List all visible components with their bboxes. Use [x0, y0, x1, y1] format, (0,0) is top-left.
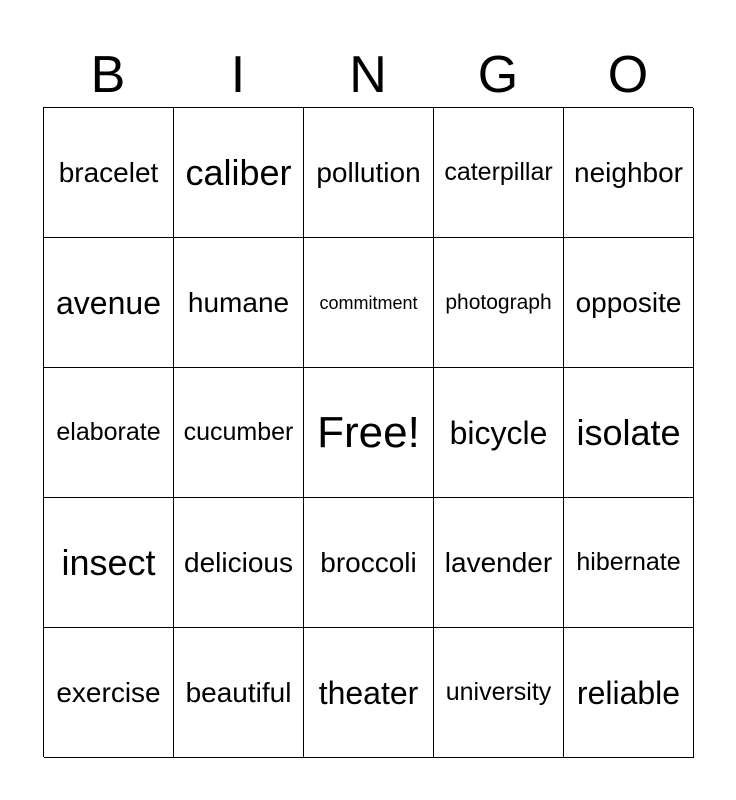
bingo-cell[interactable]: beautiful	[174, 628, 304, 758]
bingo-cell[interactable]: avenue	[44, 238, 174, 368]
bingo-cell[interactable]: insect	[44, 498, 174, 628]
bingo-cell[interactable]: humane	[174, 238, 304, 368]
bingo-cell[interactable]: photograph	[434, 238, 564, 368]
bingo-cell[interactable]: neighbor	[564, 108, 694, 238]
bingo-cell[interactable]: lavender	[434, 498, 564, 628]
bingo-cell[interactable]: isolate	[564, 368, 694, 498]
bingo-cell[interactable]: hibernate	[564, 498, 694, 628]
header-letter-o: O	[607, 46, 649, 104]
free-space-cell[interactable]: Free!	[304, 368, 434, 498]
bingo-cell[interactable]: caterpillar	[434, 108, 564, 238]
bingo-cell[interactable]: university	[434, 628, 564, 758]
bingo-cell[interactable]: caliber	[174, 108, 304, 238]
header-letter-g: G	[477, 46, 519, 104]
bingo-cell[interactable]: bicycle	[434, 368, 564, 498]
header-letter-i: I	[230, 46, 246, 104]
bingo-cell[interactable]: exercise	[44, 628, 174, 758]
bingo-cell[interactable]: opposite	[564, 238, 694, 368]
bingo-header	[43, 44, 693, 106]
bingo-board	[43, 107, 693, 757]
bingo-cell[interactable]: pollution	[304, 108, 434, 238]
bingo-cell[interactable]: theater	[304, 628, 434, 758]
header-letter-b: B	[90, 46, 126, 104]
bingo-cell[interactable]: cucumber	[174, 368, 304, 498]
bingo-cell[interactable]: reliable	[564, 628, 694, 758]
bingo-cell[interactable]: broccoli	[304, 498, 434, 628]
bingo-cell[interactable]: elaborate	[44, 368, 174, 498]
bingo-cell[interactable]: commitment	[304, 238, 434, 368]
bingo-cell[interactable]: bracelet	[44, 108, 174, 238]
bingo-cell[interactable]: delicious	[174, 498, 304, 628]
header-letter-n: N	[349, 46, 387, 104]
